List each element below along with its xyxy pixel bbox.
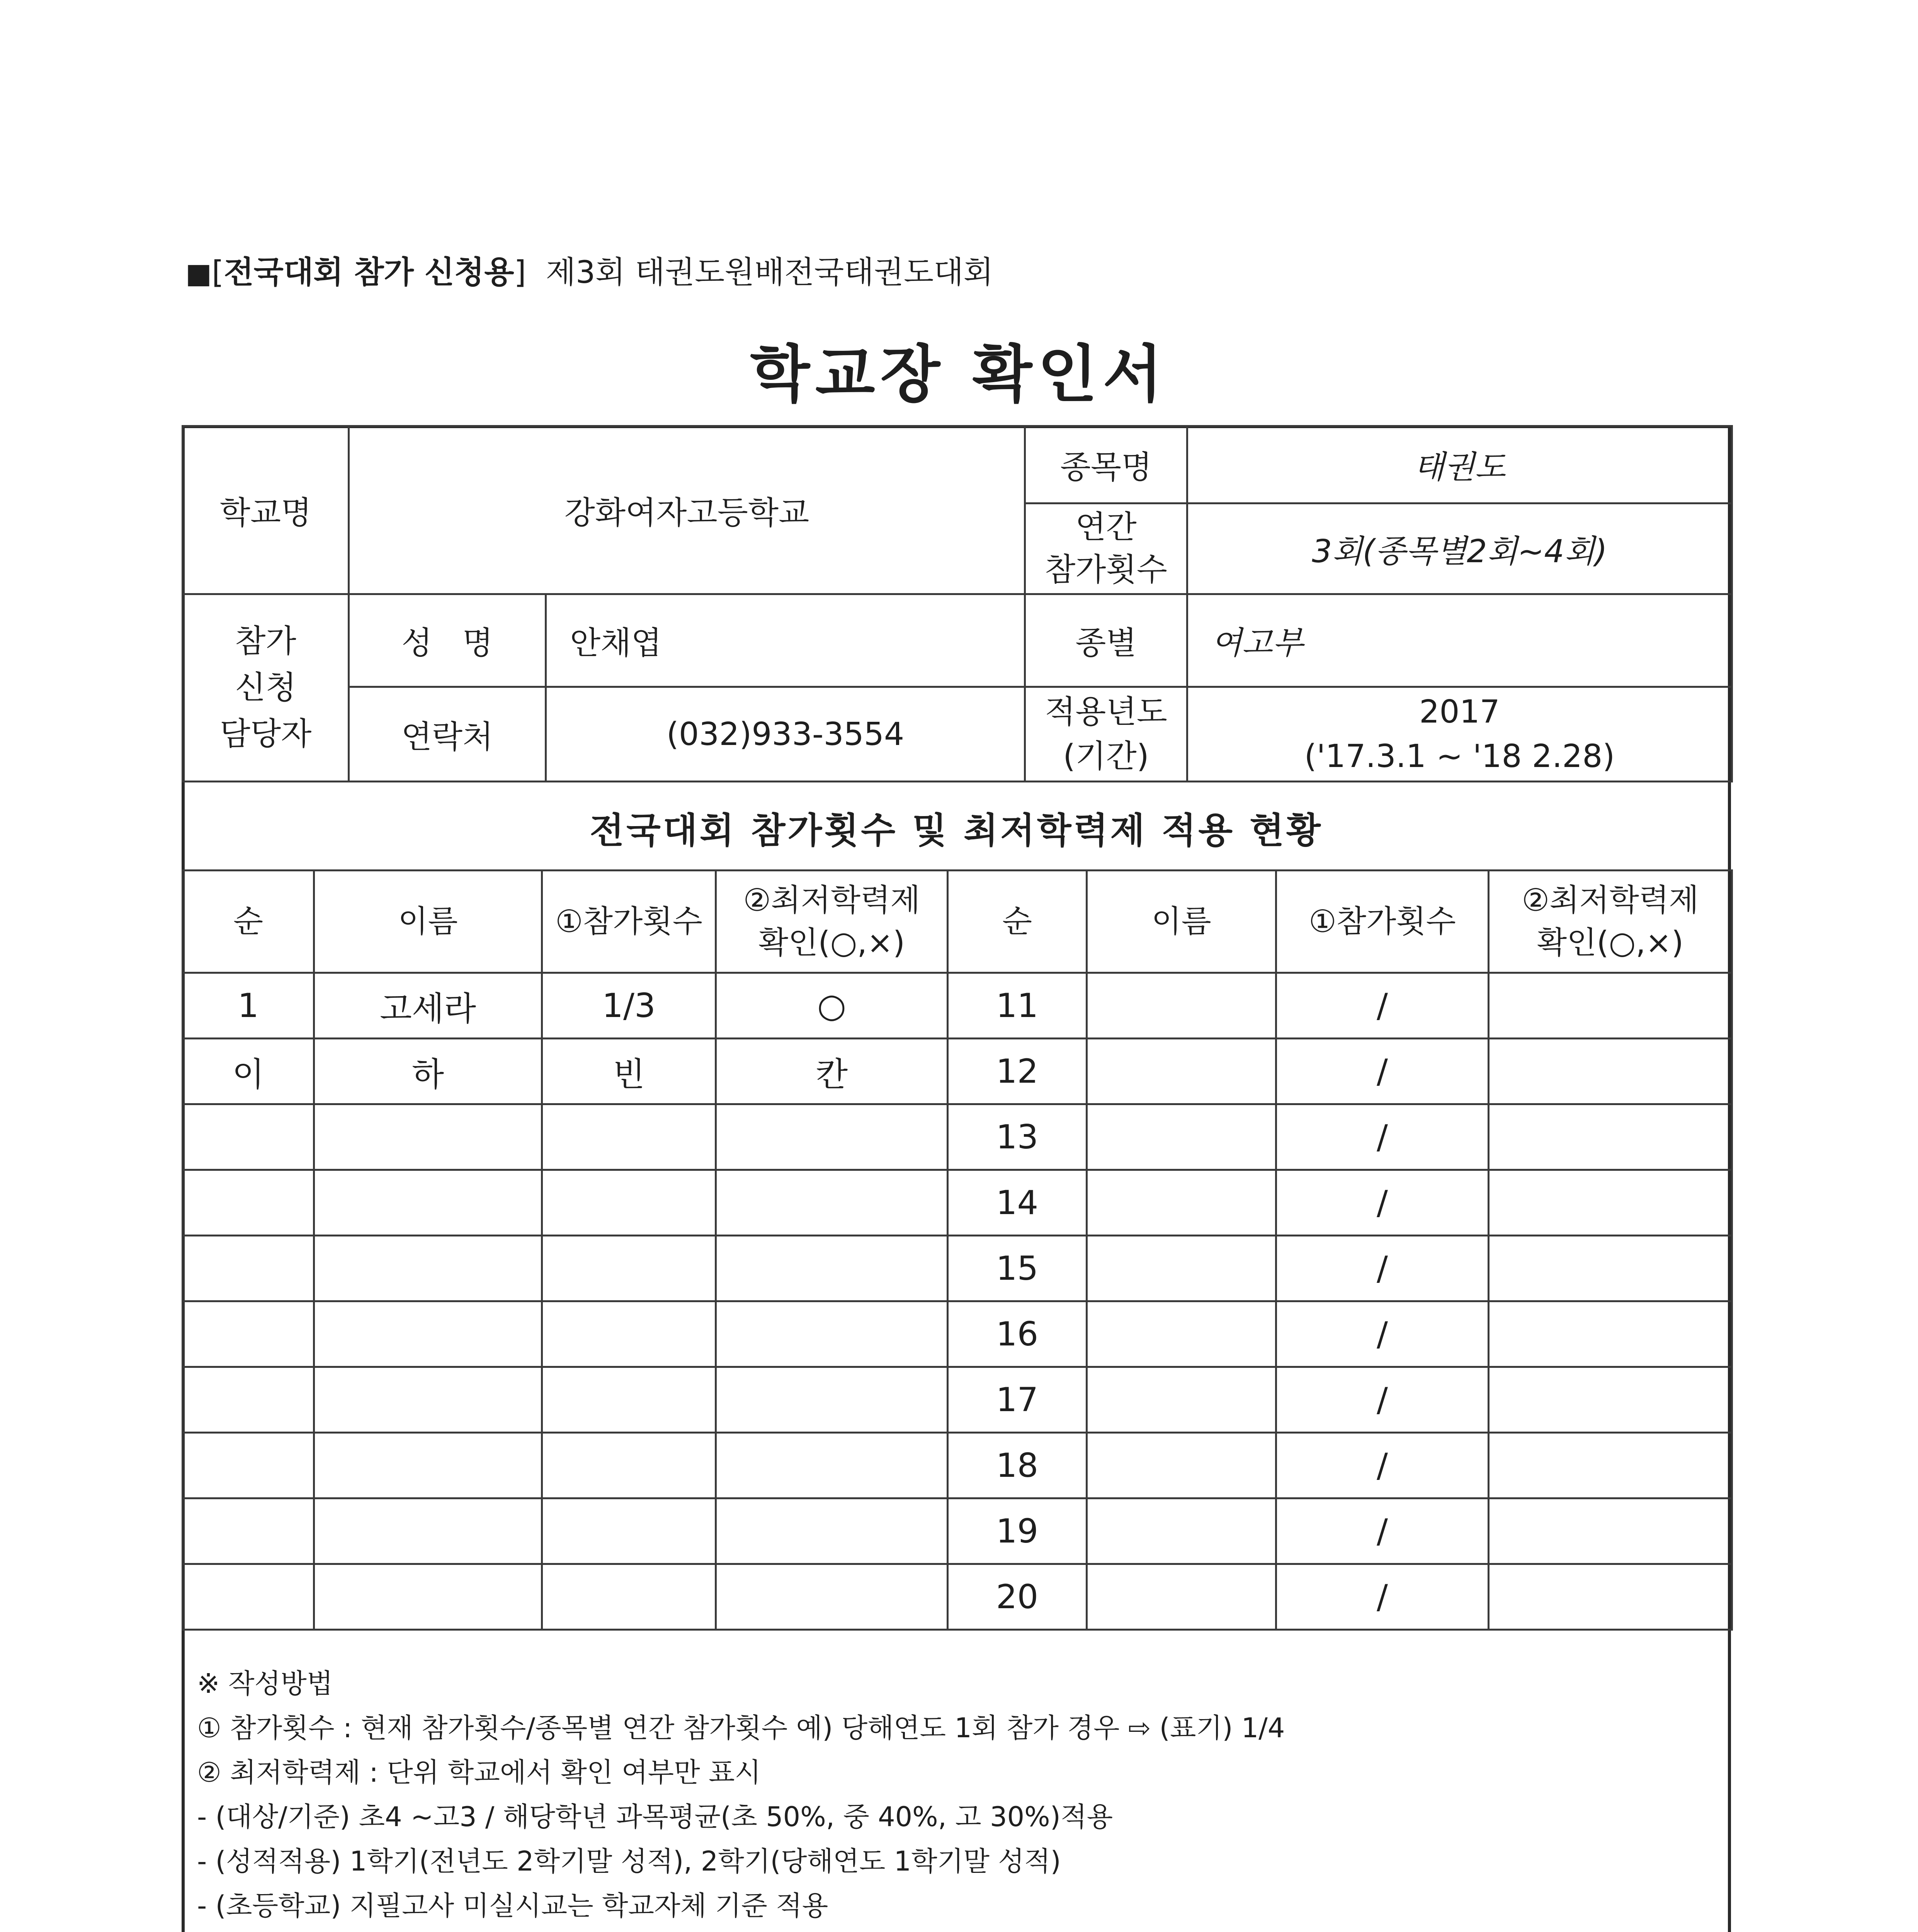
row-count: / <box>1276 1301 1489 1367</box>
school-value: 강화여자고등학교 <box>349 426 1025 594</box>
contact-value: (032)933-3554 <box>546 687 1025 782</box>
row-name <box>314 1498 542 1564</box>
annual-count-label <box>1025 503 1187 594</box>
row-check <box>716 1170 948 1236</box>
row-name: 하 <box>314 1039 542 1104</box>
row-no: 19 <box>948 1498 1087 1564</box>
row-no <box>183 1236 314 1301</box>
row-name <box>1087 1367 1276 1433</box>
row-name <box>314 1301 542 1367</box>
row-name <box>314 1104 542 1170</box>
contact-label: 연락처 <box>349 687 546 782</box>
row-no <box>183 1104 314 1170</box>
form-usage-tag: 전국대회 참가 신청용 <box>224 254 514 290</box>
instruction-line <box>197 1928 1727 1932</box>
row-name: 고세라 <box>314 973 542 1039</box>
row-name <box>314 1564 542 1630</box>
category-label: 종별 <box>1025 594 1187 687</box>
row-check <box>1489 1039 1732 1104</box>
table-header-row <box>183 871 1732 973</box>
row-count: 빈 <box>542 1039 716 1104</box>
period-label <box>1025 687 1187 782</box>
row-name <box>1087 1039 1276 1104</box>
col-count-left: ①참가횟수 <box>542 871 716 973</box>
row-count <box>542 1301 716 1367</box>
table-row <box>183 1104 1732 1170</box>
section-title: 전국대회 참가횟수 및 최저학력제 적용 현황 <box>590 810 1323 851</box>
row-check <box>1489 1433 1732 1498</box>
annual-label-line-2: 참가횟수 <box>1045 551 1167 588</box>
table-row <box>183 1367 1732 1433</box>
row-count <box>542 1367 716 1433</box>
col-check-right <box>1489 871 1732 973</box>
row-name <box>1087 1564 1276 1630</box>
applicant-label <box>183 594 349 782</box>
row-check <box>716 1498 948 1564</box>
row-check <box>1489 1236 1732 1301</box>
row-no: 1 <box>183 973 314 1039</box>
row-name <box>1087 1236 1276 1301</box>
row-count: / <box>1276 973 1489 1039</box>
category-value: 여고부 <box>1187 594 1732 687</box>
annual-label-line-1: 연간 <box>1075 509 1137 546</box>
row-no <box>183 1498 314 1564</box>
col-check-left <box>716 871 948 973</box>
row-check <box>1489 1104 1732 1170</box>
period-range: ('17.3.1 ~ '18 2.28) <box>1304 738 1615 775</box>
annual-count-value: 3회(종목별2회~4회) <box>1187 503 1732 594</box>
row-no <box>183 1367 314 1433</box>
row-no: 17 <box>948 1367 1087 1433</box>
col-check-left-line-1: ②최저학력제 <box>743 882 920 918</box>
row-check <box>1489 1564 1732 1630</box>
row-name <box>1087 1433 1276 1498</box>
table-row <box>183 1564 1732 1630</box>
table-row <box>183 1301 1732 1367</box>
instruction-line: - (대상/기준) 초4 ~고3 / 해당학년 과목평균(초 50%, 중 40%, 고 30%)적용 <box>197 1801 1113 1833</box>
row-check <box>716 1433 948 1498</box>
form-usage-line <box>185 247 993 292</box>
school-label: 학교명 <box>183 426 349 594</box>
row-no: 14 <box>948 1170 1087 1236</box>
row-no <box>183 1564 314 1630</box>
row-check: 칸 <box>716 1039 948 1104</box>
period-year: 2017 <box>1419 694 1500 730</box>
name-label: 성 명 <box>349 594 546 687</box>
row-no: 11 <box>948 973 1087 1039</box>
col-check-left-line-2: 확인(○,×) <box>758 925 905 961</box>
row-count: / <box>1276 1498 1489 1564</box>
row-check <box>716 1564 948 1630</box>
square-bullet-icon: ■ <box>185 257 212 289</box>
instruction-line: - (초등학교) 지필고사 미실시교는 학교자체 기준 적용 <box>197 1890 828 1922</box>
row-count <box>542 1104 716 1170</box>
row-count: / <box>1276 1433 1489 1498</box>
row-count <box>542 1433 716 1498</box>
row-count: / <box>1276 1367 1489 1433</box>
row-check <box>1489 1301 1732 1367</box>
col-count-right: ①참가횟수 <box>1276 871 1489 973</box>
row-check <box>1489 973 1732 1039</box>
col-no-left: 순 <box>183 871 314 973</box>
row-count <box>542 1236 716 1301</box>
row-count <box>542 1498 716 1564</box>
row-check: ○ <box>716 973 948 1039</box>
row-count: 1/3 <box>542 973 716 1039</box>
instructions-heading: ※ 작성방법 <box>197 1668 333 1699</box>
col-check-right-line-2: 확인(○,×) <box>1537 925 1684 961</box>
col-name-right: 이름 <box>1087 871 1276 973</box>
table-row <box>183 1236 1732 1301</box>
row-no <box>183 1170 314 1236</box>
row-name <box>1087 1104 1276 1170</box>
row-name <box>1087 973 1276 1039</box>
row-check <box>716 1236 948 1301</box>
row-name <box>1087 1170 1276 1236</box>
row-check <box>1489 1367 1732 1433</box>
applicant-label-line-2: 신청 <box>235 669 296 706</box>
row-name <box>314 1236 542 1301</box>
row-no: 16 <box>948 1301 1087 1367</box>
row-name <box>1087 1301 1276 1367</box>
event-name: 제3회 태권도원배전국태권도대회 <box>546 254 993 290</box>
participation-table <box>182 869 1733 1631</box>
row-no: 13 <box>948 1104 1087 1170</box>
col-check-right-line-1: ②최저학력제 <box>1522 882 1699 918</box>
applicant-label-line-1: 참가 <box>235 623 296 660</box>
tag-open-bracket: [ <box>212 254 224 290</box>
period-label-line-2: (기간) <box>1063 738 1149 775</box>
row-count: / <box>1276 1564 1489 1630</box>
col-no-right: 순 <box>948 871 1087 973</box>
period-label-line-1: 적용년도 <box>1045 694 1167 730</box>
row-count: / <box>1276 1104 1489 1170</box>
instruction-line: ① 참가횟수 : 현재 참가횟수/종목별 연간 참가횟수 예) 당해연도 1회 참가 경우 ⇨ (표기) 1/4 <box>197 1712 1285 1744</box>
col-name-left: 이름 <box>314 871 542 973</box>
event-value: 태권도 <box>1187 426 1732 503</box>
applicant-label-line-3: 담당자 <box>219 716 312 752</box>
table-row <box>183 1170 1732 1236</box>
row-count <box>542 1170 716 1236</box>
row-no: 20 <box>948 1564 1087 1630</box>
row-count: / <box>1276 1039 1489 1104</box>
tag-close-bracket: ] <box>514 254 526 290</box>
row-no: 이 <box>183 1039 314 1104</box>
row-name <box>1087 1498 1276 1564</box>
table-row <box>183 1498 1732 1564</box>
table-row <box>183 1433 1732 1498</box>
name-value: 안채엽 <box>546 594 1025 687</box>
instruction-line: ② 최저학력제 : 단위 학교에서 확인 여부만 표시 <box>197 1757 761 1788</box>
row-name <box>314 1433 542 1498</box>
row-count: / <box>1276 1236 1489 1301</box>
period-value <box>1187 687 1732 782</box>
row-check <box>716 1301 948 1367</box>
row-count <box>542 1564 716 1630</box>
row-name <box>314 1367 542 1433</box>
row-check <box>1489 1170 1732 1236</box>
row-no <box>183 1433 314 1498</box>
row-no: 15 <box>948 1236 1087 1301</box>
row-name <box>314 1170 542 1236</box>
row-no <box>183 1301 314 1367</box>
row-no: 18 <box>948 1433 1087 1498</box>
instruction-line: - (성적적용) 1학기(전년도 2학기말 성적), 2학기(당해연도 1학기말 성적) <box>197 1845 1061 1877</box>
school-info-table <box>182 425 1733 782</box>
row-check <box>716 1367 948 1433</box>
row-check <box>716 1104 948 1170</box>
table-row <box>183 1039 1732 1104</box>
row-count: / <box>1276 1170 1489 1236</box>
row-no: 12 <box>948 1039 1087 1104</box>
event-label: 종목명 <box>1025 426 1187 503</box>
row-check <box>1489 1498 1732 1564</box>
page-title: 학교장 확인서 <box>750 338 1168 410</box>
table-row <box>183 973 1732 1039</box>
instructions <box>197 1662 1727 1932</box>
